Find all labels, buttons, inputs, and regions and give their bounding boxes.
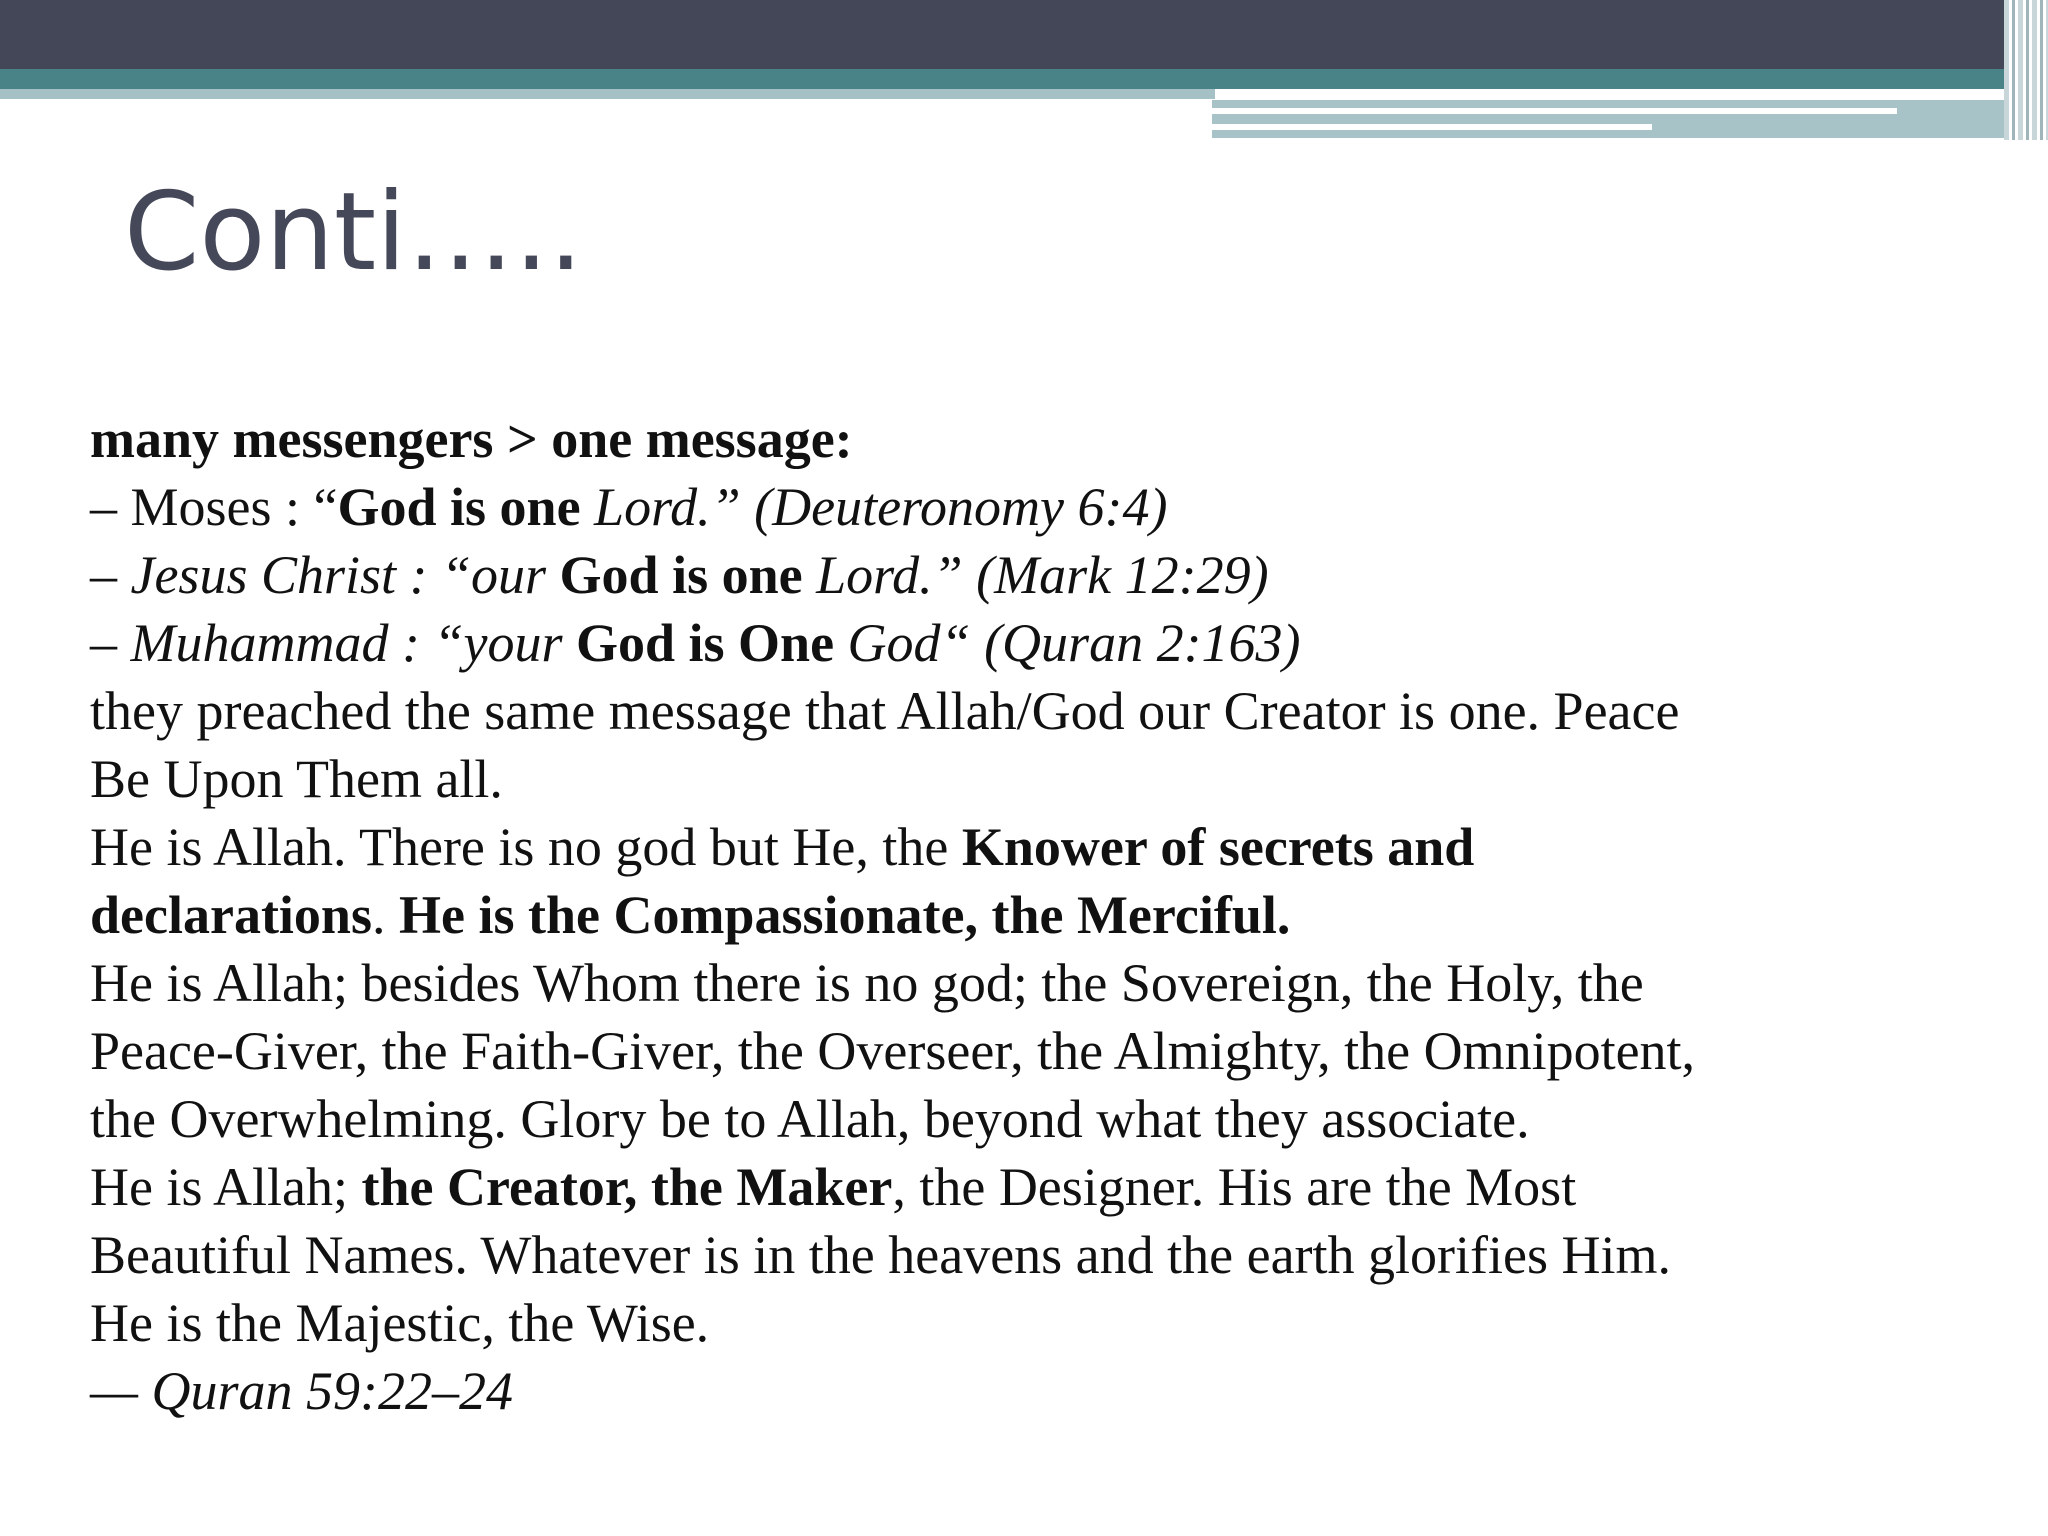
jesus-bold: God is one — [559, 545, 803, 605]
header-right-line — [1212, 124, 1652, 130]
verse3-line-3: He is the Majestic, the Wise. — [90, 1293, 710, 1353]
jesus-line: – Jesus Christ : “our God is one Lord.” (Mark 12:29) — [90, 545, 1269, 605]
moses-line: – Moses : “God is one Lord.” (Deuteronomy 6:4) — [90, 477, 1168, 537]
muhammad-reference: God“ (Quran 2:163) — [834, 613, 1301, 673]
moses-name: Moses : — [130, 477, 314, 537]
verse3-line-1: He is Allah; the Creator, the Maker, the Designer. His are the Most — [90, 1157, 1577, 1217]
muhammad-line: – Muhammad : “your God is One God“ (Quran 2:163) — [90, 613, 1301, 673]
slide-title: Conti….. — [124, 170, 583, 295]
moses-reference: Lord.” (Deuteronomy 6:4) — [580, 477, 1168, 537]
verse2-line-2: Peace-Giver, the Faith-Giver, the Overseer, the Almighty, the Omnipotent, — [90, 1021, 1696, 1081]
header-right-block — [1212, 100, 2048, 138]
preached-line-1: they preached the same message that Allah/God our Creator is one. Peace — [90, 681, 1680, 741]
verse2-line-3: the Overwhelming. Glory be to Allah, beyond what they associate. — [90, 1089, 1530, 1149]
muhammad-bold: God is One — [575, 613, 835, 673]
header-bar — [0, 0, 2048, 69]
citation: — Quran 59:22–24 — [90, 1361, 514, 1421]
verse1-line-2: declarations. He is the Compassionate, the Merciful. — [90, 885, 1291, 945]
heading-text: many messengers > one message: — [90, 409, 853, 469]
heading-line — [90, 405, 2010, 473]
header-light-band — [0, 89, 1215, 99]
verse2-line-1: He is Allah; besides Whom there is no god; the Sovereign, the Holy, the — [90, 953, 1644, 1013]
verse3-line-2: Beautiful Names. Whatever is in the heavens and the earth glorifies Him. — [90, 1225, 1672, 1285]
jesus-reference: Lord.” (Mark 12:29) — [802, 545, 1269, 605]
muhammad-name: Muhammad : — [130, 613, 434, 673]
jesus-name: Jesus Christ : — [130, 545, 441, 605]
moses-bold: God is one — [337, 477, 581, 537]
header-right-line — [1212, 108, 1897, 114]
slide-body — [90, 405, 2010, 1425]
verse1-line-1: He is Allah. There is no god but He, the Knower of secrets and — [90, 817, 1475, 877]
header-accent-band — [0, 69, 2048, 89]
header-edge-stripes — [2004, 0, 2048, 140]
preached-line-2: Be Upon Them all. — [90, 749, 503, 809]
